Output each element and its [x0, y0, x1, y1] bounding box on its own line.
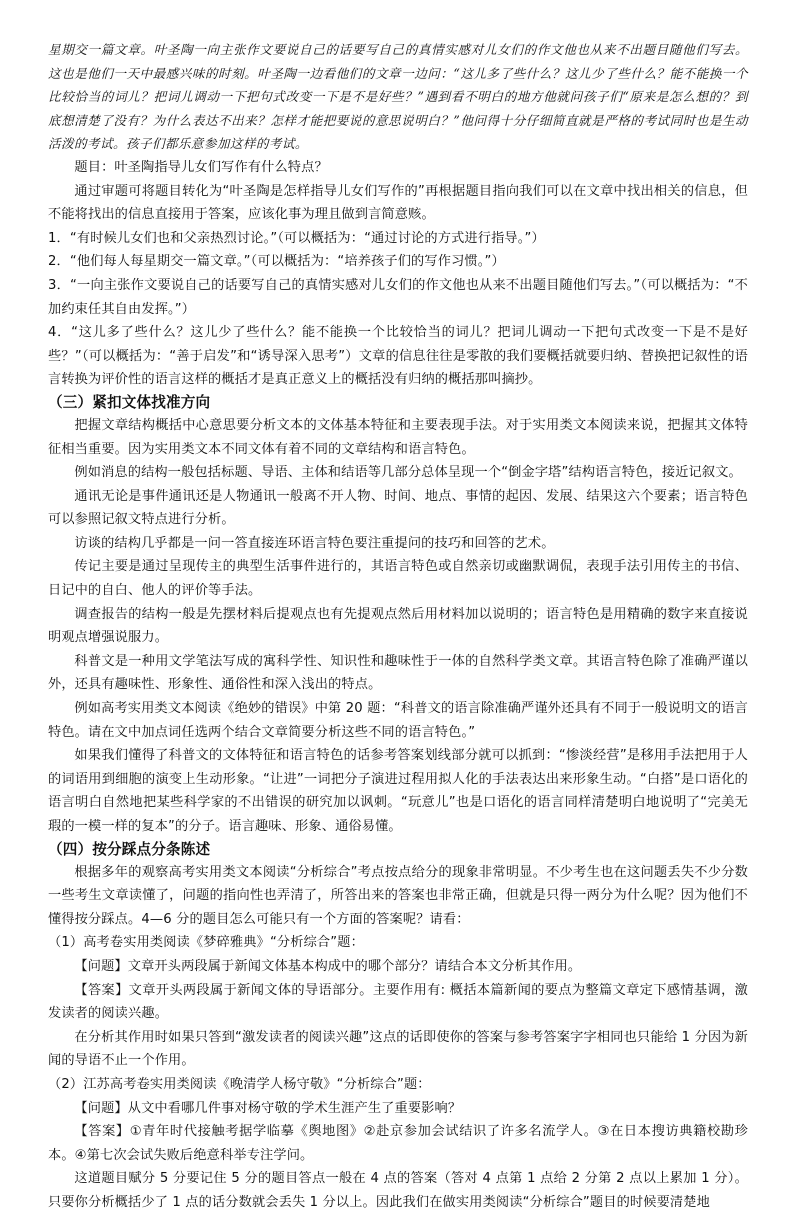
- example-1-answer: 【答案】文章开头两段属于新闻文体的导语部分。主要作用有: 概括本篇新闻的要点为整篇文章定下感情基调，激发读者的阅读兴趣。: [48, 982, 748, 1022]
- section3-para-7: 科普文是一种用文学笔法写成的寓科学性、知识性和趣味性于一体的自然科学类文章。其语言特色除了准确严谨以外，还具有趣味性、形象性、通俗性和深入浅出的特点。: [48, 653, 748, 693]
- question-intro: 通过审题可将题目转化为“叶圣陶是怎样指导儿女们写作的”再根据题目指向我们可以在文章中找出相关的信息，但不能将找出的信息直接用于答案，应该化事为理且做到言简意赅。: [48, 183, 748, 223]
- document-page: [48, 38, 748, 1215]
- section3-para-1: 把握文章结构概括中心意思要分析文本的文体基本特征和主要表现手法。对于实用类文本阅读来说，把握其文体特征相当重要。因为实用类文本不同文体有着不同的文章结构和语言特色。: [48, 417, 748, 457]
- example-1-label: （1）高考卷实用类阅读《梦碎雅典》“分析综合”题：: [48, 935, 364, 951]
- section3-para-4: 访谈的结构几乎都是一问一答直接连环语言特色要注重提问的技巧和回答的艺术。: [74, 535, 555, 551]
- example-1-question: 【问题】文章开头两段属于新闻文体基本构成中的哪个部分？请结合本文分析其作用。: [74, 958, 582, 974]
- section3-para-9: 如果我们懂得了科普文的文体特征和语言特色的话参考答案划线部分就可以抓到：“惨淡经营”是移用手法把用于人的词语用到细胞的演变上生动形象。“让进”一词把分子演进过程用拟人化的手法表达出来形象生动。“白搭”是口语化的语言明白自然地把某些科学家的不出错误的研究加以讽刺。“玩意儿”也是口语化的语言同样清楚明白地说明了“完美无瑕的一模一样的复本”的分子。语言趣味、形象、通俗易懂。: [48, 748, 748, 834]
- example-2-note: 这道题目赋分 5 分要记住 5 分的题目答点一般在 4 点的答案（答对 4 点第 1 点给 2 分第 2 点以上累加 1 分）。只要你分析概括少了 1 点的话分数就会丢失 1 分以上。因此我们在做实用类阅读“分析综合”题目的时候要清楚地: [48, 1171, 748, 1210]
- answer-item-4: 4．“这儿多了些什么？这儿少了些什么？能不能换一个比较恰当的词儿？把词儿调动一下把句式改变一下是不是好些？”（可以概括为：“善于启发”和“诱导深入思考”）文章的信息往往是零散的我们要概括就要归纳、替换把记叙性的语言转换为评价性的语言这样的概括才是真正意义上的概括没有归纳的概括那叫摘抄。: [48, 325, 748, 388]
- example-1-note: 在分析其作用时如果只答到“激发读者的阅读兴趣”这点的话即使你的答案与参考答案字字相同也只能给 1 分因为新闻的导语不止一个作用。: [48, 1029, 748, 1069]
- answer-item-2: 2．“他们每人每星期交一篇文章。”（可以概括为：“培养孩子们的写作习惯。”）: [48, 254, 505, 270]
- section3-para-2: 例如消息的结构一般包括标题、导语、主体和结语等几部分总体呈现一个“倒金字塔”结构语言特色，接近记叙文。: [74, 465, 742, 481]
- question-title: 题目：叶圣陶指导儿女们写作有什么特点？: [74, 159, 328, 175]
- section3-para-5: 传记主要是通过呈现传主的典型生活事件进行的，其语言特色或自然亲切或幽默调侃，表现手法引用传主的书信、日记中的自白、他人的评价等手法。: [48, 559, 748, 599]
- answer-item-1: 1．“有时候儿女们也和父亲热烈讨论。”（可以概括为：“通过讨论的方式进行指导。”）: [48, 230, 545, 246]
- example-2-label: （2）江苏高考卷实用类阅读《晚清学人杨守敬》“分析综合”题：: [48, 1076, 431, 1092]
- example-2-question: 【问题】从文中看哪几件事对杨守敬的学术生涯产生了重要影响？: [74, 1100, 462, 1116]
- section-heading-3: （三）紧扣文体找准方向: [48, 393, 211, 411]
- section3-para-3: 通讯无论是事件通讯还是人物通讯一般离不开人物、时间、地点、事情的起因、发展、结果这六个要素；语言特色可以参照记叙文特点进行分析。: [48, 488, 748, 528]
- section3-para-8: 例如高考实用类文本阅读《绝妙的错误》中第 20 题：“科普文的语言除准确严谨外还具有不同于一般说明文的语言特色。请在文中加点词任选两个结合文章简要分析这些不同的语言特色。”: [48, 701, 748, 740]
- section3-para-6: 调查报告的结构一般是先摆材料后提观点也有先提观点然后用材料加以说明的；语言特色是用精确的数字来直接说明观点增强说服力。: [48, 606, 748, 646]
- story-paragraph: 星期交一篇文章。叶圣陶一向主张作文要说自己的话要写自己的真情实感对儿女们的作文他也从来不出题目随他们写去。这也是他们一天中最感兴味的时刻。叶圣陶一边看他们的文章一边问：“这儿多了些什么？这儿少了些什么？能不能换一个比较恰当的词儿？把词儿调动一下把句式改变一下是不是好些？”遇到看不明白的地方他就问孩子们“原来是怎么想的？到底想清楚了没有？为什么表达不出来？怎样才能把要说的意思说明白？”他问得十分仔细简直就是严格的考试同时也是生动活泼的考试。孩子们都乐意参加这样的考试。: [48, 42, 748, 152]
- example-2-answer: 【答案】①青年时代接触考据学临摹《舆地图》②赴京参加会试结识了许多名流学人。③在日本搜访典籍校勘珍本。④第七次会试失败后绝意科举专注学问。: [48, 1124, 748, 1163]
- section-heading-4: （四）按分踩点分条陈述: [48, 840, 211, 858]
- answer-item-3: 3．“一向主张作文要说自己的话要写自己的真情实感对儿女们的作文他也从来不出题目随他们写去。”（可以概括为：“不加约束任其自由发挥。”）: [48, 277, 748, 317]
- section4-intro: 根据多年的观察高考实用类文本阅读“分析综合”考点按点给分的现象非常明显。不少考生也在这问题丢失不少分数一些考生文章读懂了，问题的指向性也弄清了，所答出来的答案也非常正确，但就是只得一两分为什么呢？因为他们不懂得按分踩点。4—6 分的题目怎么可能只有一个方面的答案呢？请看：: [48, 864, 748, 927]
